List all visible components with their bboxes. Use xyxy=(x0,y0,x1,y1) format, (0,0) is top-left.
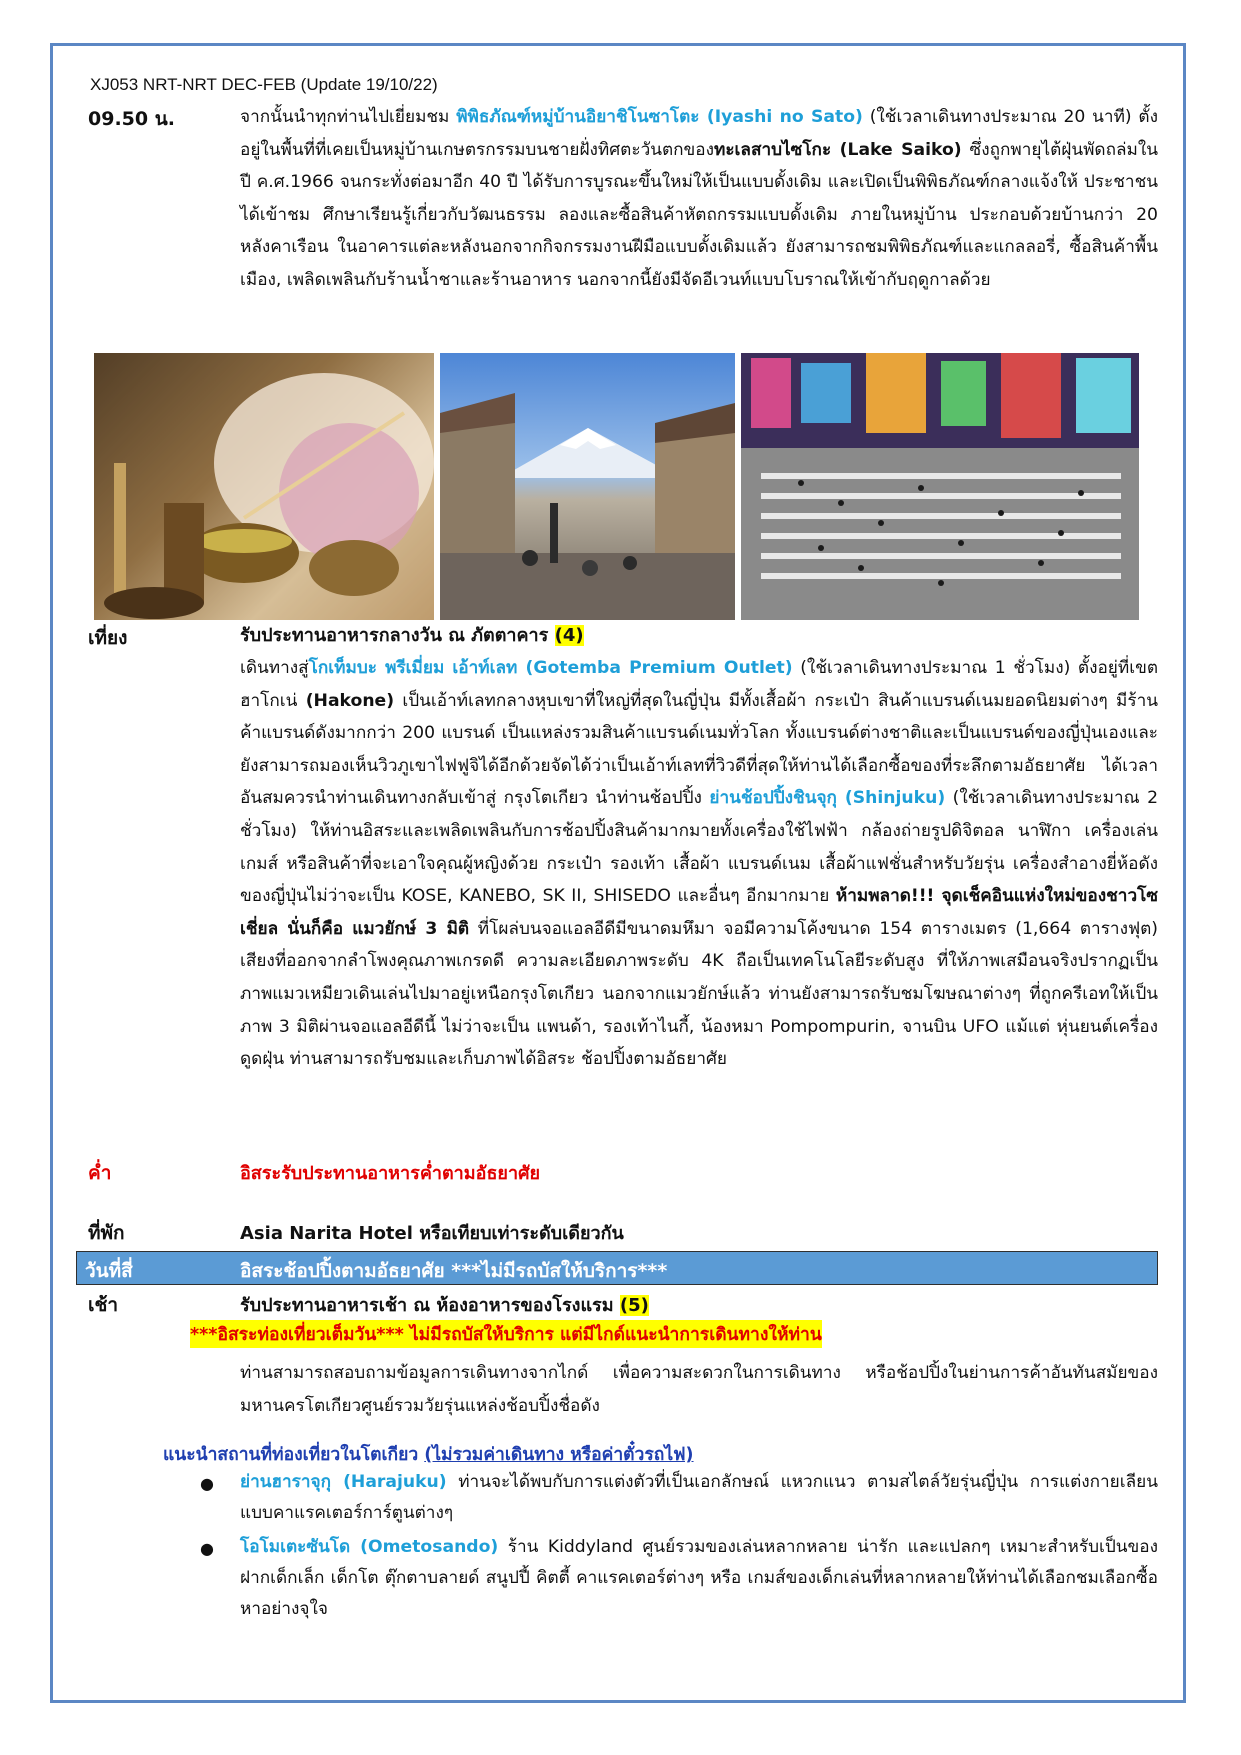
iyashi-name: พิพิธภัณฑ์หมู่บ้านอิยาชิโนซาโตะ (Iyashi no Sato) xyxy=(456,107,863,127)
lake-saiko-name: ทะเลสาบไซโกะ (Lake Saiko) xyxy=(714,139,962,160)
gotemba-name: โกเท็มบะ พรีเมี่ยม เอ้าท์เลท (Gotemba Premium Outlet) xyxy=(308,658,793,678)
bullet-dot-1: ● xyxy=(200,1474,214,1493)
shibuya-crossing-image xyxy=(741,353,1139,620)
breakfast-text: รับประทานอาหารเช้า ณ ห้องอาหารของโรงแรม (5) xyxy=(240,1295,649,1316)
dinner-text: อิสระรับประทานอาหารค่ำตามอัธยาศัย xyxy=(240,1163,541,1184)
tea-ceremony-image xyxy=(94,353,434,620)
bullet-omotesando: โอโมเตะซันโด (Ometosando) ร้าน Kiddyland ศูนย์รวมของเล่นหลากหลาย น่ารัก และแปลกๆ เหมาะสำหรับเป็นของฝากเด็กเล็ก เด็กโต ตุ๊กตาบลายด์ สนูปปี้ คิตตี้ คาแรคเตอร์ต่างๆ หรือ เกมส์ของเด็กเล่นที่หลากหลายให้ท่านได้เลือกชมเลือกซื้อหาอย่างจุใจ xyxy=(240,1537,1159,1619)
shinjuku-name: ย่านช้อปปิ้งชินจุกุ (Shinjuku) xyxy=(709,788,946,809)
noon-label: เที่ยง xyxy=(88,627,128,649)
day-four-title: อิสระช้อปปิ้งตามอัธยาศัย ***ไม่มีรถบัสให้บริการ*** xyxy=(240,1260,668,1282)
meal-number-4: (4) xyxy=(554,625,584,646)
harajuku-name: ย่านฮาราจุกุ (Harajuku) xyxy=(240,1472,447,1492)
doc-code-header: XJ053 NRT-NRT DEC-FEB (Update 19/10/22) xyxy=(90,75,438,94)
hotel-label: ที่พัก xyxy=(88,1222,125,1244)
breakfast-label: เช้า xyxy=(88,1294,119,1316)
gotemba-outlet-photo xyxy=(440,353,735,620)
hotel-name: Asia Narita Hotel xyxy=(240,1223,413,1244)
bullet-dot-2: ● xyxy=(200,1539,214,1558)
day-four-bar xyxy=(76,1251,1158,1285)
fuji-outlet-image xyxy=(440,353,735,620)
iyashi-paragraph: จากนั้นนำทุกท่านไปเยี่ยมชม พิพิธภัณฑ์หมู่บ้านอิยาชิโนซาโตะ (Iyashi no Sato) (ใช้เวลาเดินทางประมาณ 20 นาที) ตั้งอยู่ในพื้นที่ที่เคยเป็นหมู่บ้านเกษตรกรรมบนชายฝั่งทิศตะวันตกของทะเลสาบไซโกะ (Lake Saiko) ซึ่งถูกพายุไต้ฝุ่นพัดถล่มในปี ค.ศ.1966 จนกระทั่งต่อมาอีก 40 ปี ได้รับการบูรณะขึ้นใหม่ให้เป็นแบบดั้งเดิม และเปิดเป็นพิพิธภัณฑ์กลางแจ้งให้ ประชาชนได้เข้าชม ศึกษาเรียนรู้เกี่ยวกับวัฒนธรรม ลองและซื้อสินค้าหัตถกรรมแบบดั้งเดิม ภายในหมู่บ้าน ประกอบด้วยบ้านกว่า 20 หลังคาเรือน ในอาคารแต่ละหลังนอกจากกิจกรรมงานฝีมือแบบดั้งเดิมแล้ว ยังสามารถชมพิพิธภัณฑ์และแกลลอรี่, ซื้อสินค้าพื้นเมือง, เพลิดเพลินกับร้านน้ำชาและร้านอาหาร นอกจากนี้ยังมีจัดอีเวนท์แบบโบราณให้เข้ากับฤดูกาลด้วย xyxy=(240,107,1158,290)
time-label: 09.50 น. xyxy=(88,108,175,130)
meal-number-5: (5) xyxy=(619,1295,649,1316)
hotel-text: Asia Narita Hotel หรือเทียบเท่าระดับเดียวกัน xyxy=(240,1223,624,1244)
lunch-line: รับประทานอาหารกลางวัน ณ ภัตตาคาร (4) xyxy=(240,625,584,646)
bullet-harajuku: ย่านฮาราจุกุ (Harajuku) ท่านจะได้พบกับการแต่งตัวที่เป็นเอกลักษณ์ แหวกแนว ตามสไตล์วัยรุ่นญี่ปุ่น การแต่งกายเลียนแบบคาแรคเตอร์การ์ตูนต่างๆ xyxy=(240,1472,1158,1523)
tea-ceremony-photo xyxy=(94,353,434,620)
day-four-label: วันที่สี่ xyxy=(85,1260,133,1282)
suggest-heading: แนะนำสถานที่ท่องเที่ยวในโตเกียว (ไม่รวมค่าเดินทาง หรือค่าตั๋วรถไฟ) xyxy=(163,1445,694,1465)
info-paragraph: ท่านสามารถสอบถามข้อมูลการเดินทางจากไกด์ เพื่อความสะดวกในการเดินทาง หรือช้อปปิ้งในย่านการค้าอันทันสมัยของมหานครโตเกียวศูนย์รวมวัยรุ่นแหล่งช้อบปิ้งชื่อดัง xyxy=(240,1363,1158,1416)
giant-cat-name: ห้ามพลาด!!! จุดเช็คอินแห่งใหม่ของชาวโซเชี่ยล นั่นก็คือ แมวยักษ์ 3 มิติ xyxy=(240,886,1158,939)
suggest-note: (ไม่รวมค่าเดินทาง หรือค่าตั๋วรถไฟ) xyxy=(424,1445,694,1465)
free-day-notice: ***อิสระท่องเที่ยวเต็มวัน*** ไม่มีรถบัสให้บริการ แต่มีไกด์แนะนำการเดินทางให้ท่าน xyxy=(190,1320,822,1348)
omotesando-name: โอโมเตะซันโด (Ometosando) xyxy=(240,1537,499,1557)
hakone-name: (Hakone) xyxy=(305,690,395,711)
dinner-label: ค่ำ xyxy=(88,1162,112,1184)
gotemba-paragraph: เดินทางสู่โกเท็มบะ พรีเมี่ยม เอ้าท์เลท (Gotemba Premium Outlet) (ใช้เวลาเดินทางประมาณ 1 ชั่วโมง) ตั้งอยู่ที่เขตฮาโกเน่ (Hakone) เป็นเอ้าท์เลทกลางหุบเขาที่ใหญ่ที่สุดในญี่ปุ่น มีทั้งเสื้อผ้า กระเป๋า สินค้าแบรนด์เนมยอดนิยมต่างๆ มีร้านค้าแบรนด์ดังมากกว่า 200 แบรนด์ เป็นแหล่งรวมสินค้าแบรนด์เนมทั่วโลก ทั้งแบรนด์ต่างชาติและเป็นแบรนด์ของญี่ปุ่นเองและยังสามารถมองเห็นวิวภูเขาไฟฟูจิได้อีกด้วยจัดได้ว่าเป็นเอ้าท์เลทที่วิวดีที่สุดให้ท่านได้เลือกซื้อของที่ระลึกตามอัธยาศัย ได้เวลาอันสมควรนำท่านเดินทางกลับเข้าสู่ กรุงโตเกียว นำท่านช้อปปิ้ง ย่านช้อปปิ้งชินจุกุ (Shinjuku) (ใช้เวลาเดินทางประมาณ 2 ชั่วโมง) ให้ท่านอิสระและเพลิดเพลินกับการช้อปปิ้งสินค้ามากมายทั้งเครื่องใช้ไฟฟ้า กล้องถ่ายรูปดิจิตอล นาฬิกา เครื่องเล่นเกมส์ หรือสินค้าที่จะเอาใจคุณผู้หญิงด้วย กระเป๋า รองเท้า เสื้อผ้า แบรนด์เนม เสื้อผ้าแฟชั่นสำหรับวัยรุ่น เครื่องสำอางยี่ห้อดังของญี่ปุ่นไม่ว่าจะเป็น KOSE, KANEBO, SK II, SHISEDO และอื่นๆ อีกมากมาย ห้ามพลาด!!! จุดเช็คอินแห่งใหม่ของชาวโซเชี่ยล นั่นก็คือ แมวยักษ์ 3 มิติ ที่โผล่บนจอแอลอีดีมีขนาดมหึมา จอมีความโค้งขนาด 154 ตารางเมตร (1,664 ตารางฟุต) เสียงที่ออกจากลำโพงคุณภาพเกรดดี ความละเอียดภาพระดับ 4K ถือเป็นเทคโนโลยีระดับสูง ที่ให้ภาพเสมือนจริงปรากฏเป็นภาพแมวเหมียวเดินเล่นไปมาอยู่เหนือกรุงโตเกียว นอกจากแมวยักษ์แล้ว ท่านยังสามารถรับชมโฆษณาต่างๆ ที่ถูกครีเอทให้เป็นภาพ 3 มิติผ่านจอแอลอีดีนี้ ไม่ว่าจะเป็น แพนด้า, รองเท้าไนกี้, น้องหมา Pompompurin, จานบิน UFO แม้แต่ หุ่นยนต์เครื่องดูดฝุ่น ท่านสามารถรับชมและเก็บภาพได้อิสระ ช้อปปิ้งตามอัธยาศัย xyxy=(240,658,1159,1070)
shinjuku-crossing-photo xyxy=(741,353,1139,620)
